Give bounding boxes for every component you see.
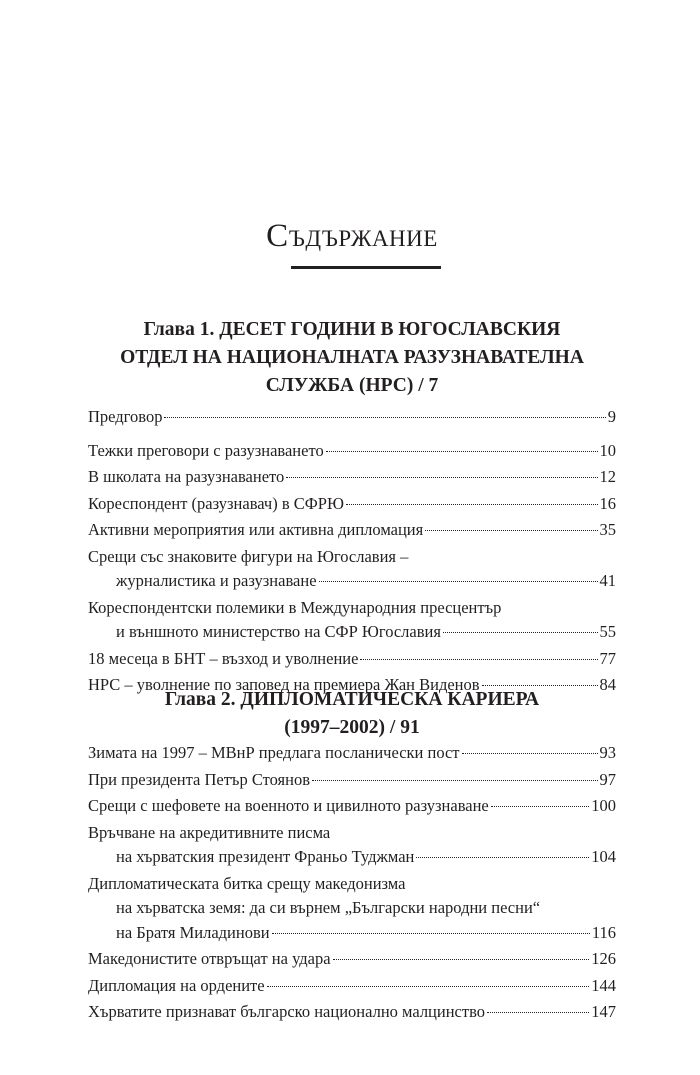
entry-title: Кореспондент (разузнавач) в СФРЮ (88, 493, 344, 513)
toc-entry[interactable] (88, 545, 616, 594)
toc-entry[interactable] (88, 647, 616, 672)
toc-entry[interactable] (88, 439, 616, 464)
toc-entry[interactable] (88, 947, 616, 972)
toc-entry[interactable] (88, 872, 616, 946)
toc-entry[interactable] (88, 794, 616, 819)
dot-leader (333, 959, 590, 960)
entry-title-continued: на хърватска земя: да си върнем „Български народни песни“ (116, 898, 541, 917)
toc-entry[interactable] (88, 518, 616, 543)
entry-title: Активни мероприятия или активна дипломация (88, 520, 424, 539)
page-number: 55 (599, 622, 616, 641)
entry-title: Срещи със знаковите фигури на Югославия – (88, 546, 409, 566)
entry-title: Македонистите отвръщат на удара (88, 949, 331, 968)
page-number: 100 (591, 796, 616, 815)
page-number: 9 (607, 407, 616, 426)
page-number: 116 (591, 922, 616, 942)
page-number: 41 (599, 571, 616, 590)
dot-leader (164, 417, 605, 418)
chapter-2-entries (88, 741, 616, 1027)
dot-leader (267, 986, 590, 987)
dot-leader (272, 933, 590, 934)
dot-leader (286, 477, 597, 478)
page-number: 97 (599, 769, 616, 789)
toc-entry[interactable] (88, 405, 616, 430)
page-number: 126 (591, 949, 616, 968)
page-title: Съдържание (266, 218, 438, 254)
toc-entry[interactable] (88, 821, 616, 870)
entry-title-continued: и външното министерство на СФР Югославия (116, 622, 441, 641)
chapter-2-heading (88, 686, 616, 742)
page-number: 147 (591, 1002, 616, 1021)
entry-title: Дипломация на ордените (88, 975, 265, 995)
toc-entry[interactable] (88, 768, 616, 793)
entry-title: 18 месеца в БНТ – възход и уволнение (88, 648, 359, 668)
toc-entry[interactable] (88, 596, 616, 645)
entry-title: Кореспондентски полемики в Международния пресцентър (88, 597, 502, 617)
chapter-1-entries (88, 405, 616, 700)
dot-leader (491, 806, 590, 807)
toc-entry[interactable] (88, 741, 616, 766)
toc-entry[interactable] (88, 492, 616, 517)
entry-title: Тежки преговори с разузнаването (88, 440, 324, 460)
page-number: 104 (591, 847, 616, 866)
dot-leader (487, 1012, 589, 1013)
entry-title: При президента Петър Стоянов (88, 769, 311, 789)
entry-title: Връчване на акредитивните писма (88, 822, 331, 842)
dot-leader (462, 753, 598, 754)
entry-title-continued: на хърватския президент Франьо Туджман (116, 847, 415, 866)
title-underline (291, 266, 441, 269)
dot-leader (346, 504, 598, 505)
entry-title: Предговор (88, 407, 163, 426)
toc-entry[interactable] (88, 974, 616, 999)
page-number: 93 (599, 743, 616, 762)
page-number: 12 (599, 467, 616, 486)
dot-leader (425, 530, 597, 531)
toc-entry[interactable] (88, 1000, 616, 1025)
chapter-heading-line: Глава 2. ДИПЛОМАТИЧЕСКА КАРИЕРА (164, 689, 540, 710)
entry-title: Зимата на 1997 – МВнР предлага посланически пост (88, 743, 460, 762)
entry-title: Дипломатическата битка срещу македонизма (88, 873, 406, 893)
entry-title: НРС – уволнение по заповед на премиера Жан Виденов (88, 675, 480, 694)
chapter-heading-line: ОТДЕЛ НА НАЦИОНАЛНАТА РАЗУЗНАВАТЕЛНА (120, 347, 584, 368)
page-number: 35 (599, 520, 616, 539)
page-number: 10 (599, 440, 616, 460)
entry-title: В школата на разузнаването (88, 467, 285, 486)
contents-page (88, 0, 616, 1075)
chapter-heading-line: (1997–2002) / 91 (284, 717, 420, 738)
page-number: 77 (599, 648, 616, 668)
dot-leader (319, 581, 598, 582)
chapter-heading-line: Глава 1. ДЕСЕТ ГОДИНИ В ЮГОСЛАВСКИЯ (143, 319, 561, 340)
dot-leader (416, 857, 589, 858)
entry-title-continued: журналистика и разузнаване (116, 571, 317, 590)
entry-title: Хърватите признават българско национално малцинство (88, 1002, 486, 1021)
chapter-heading-line: СЛУЖБА (НРС) / 7 (265, 375, 439, 396)
dot-leader (326, 451, 598, 452)
entry-title: Срещи с шефовете на военното и цивилното разузнаване (88, 796, 489, 815)
page-number: 16 (599, 493, 616, 513)
dot-leader (312, 780, 597, 781)
toc-entry[interactable] (88, 465, 616, 490)
chapter-1-heading (88, 316, 616, 400)
dot-leader (360, 659, 597, 660)
entry-title-continued: на Братя Миладинови (116, 922, 270, 942)
page-number: 84 (599, 675, 616, 694)
dot-leader (443, 632, 598, 633)
page-number: 144 (591, 975, 616, 995)
